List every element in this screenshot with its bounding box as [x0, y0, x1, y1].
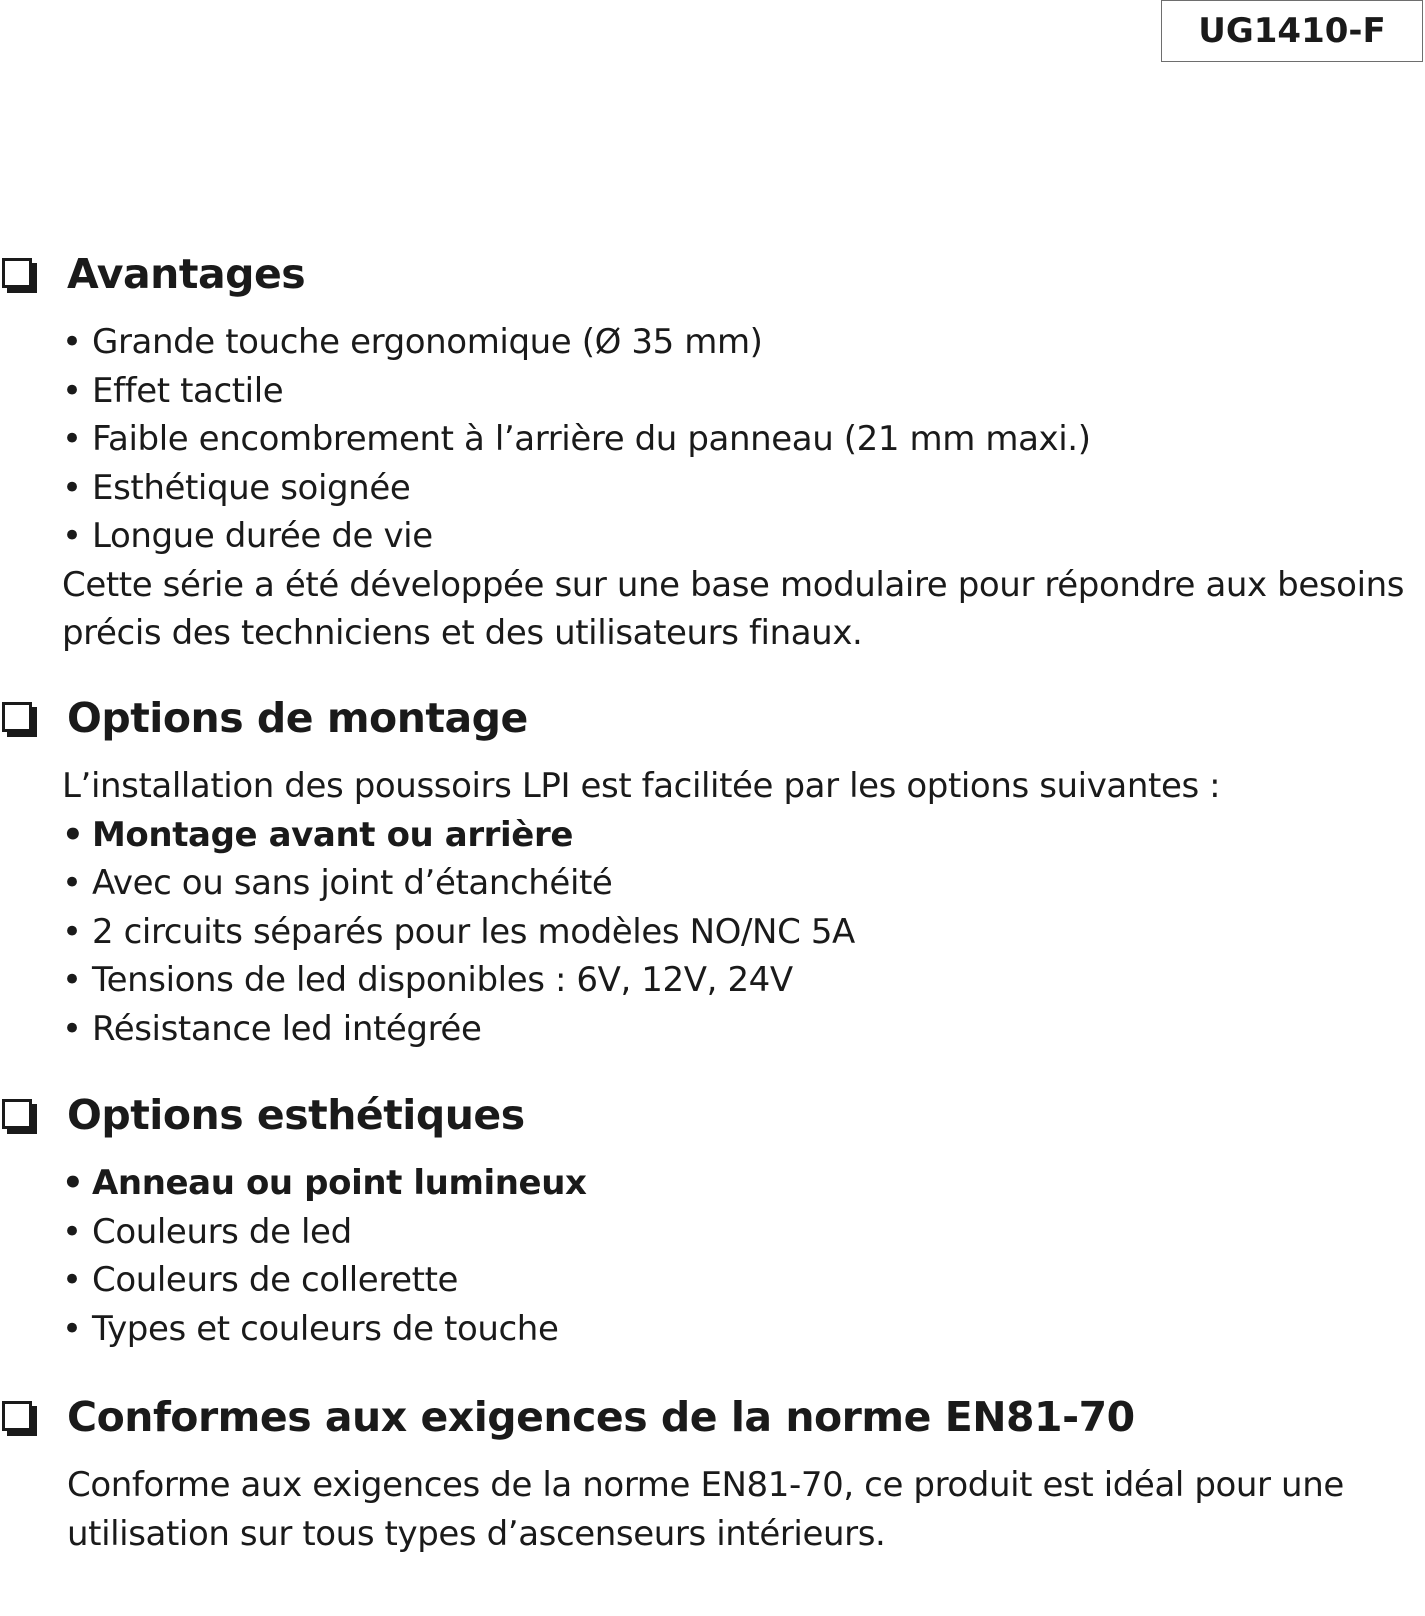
bullet-icon: • — [62, 419, 82, 459]
bullet-icon: • — [62, 467, 82, 508]
bullet-icon: • — [62, 516, 82, 556]
section-body — [67, 1461, 1344, 1558]
list-item: • Esthétique soignée — [62, 464, 1404, 513]
paragraph-line: utilisation sur tous types d’ascenseurs intérieurs. — [67, 1513, 886, 1554]
list-item: • Longue durée de vie — [62, 512, 1404, 561]
bullet-icon: • — [62, 1260, 82, 1300]
section-conformite-en81-70 — [0, 1389, 1425, 1554]
paragraph-line: Cette série a été développée sur une base modulaire pour répondre aux besoins — [62, 564, 1405, 605]
bullet-icon: • — [62, 863, 82, 903]
list-item: • Types et couleurs de touche — [62, 1305, 587, 1354]
checkbox-square-icon — [2, 1401, 32, 1431]
section-options-montage — [0, 690, 1425, 1049]
checkbox-square-icon — [2, 1099, 32, 1129]
bullet-icon: • — [62, 911, 82, 952]
section-avantages — [0, 246, 1425, 653]
paragraph-line: Conforme aux exigences de la norme EN81-70, ce produit est idéal pour une — [67, 1465, 1344, 1505]
list-item: • Effet tactile — [62, 367, 1404, 416]
section-header — [0, 1389, 1425, 1449]
list-item: • Résistance led intégrée — [62, 1005, 1220, 1054]
list-item: • 2 circuits séparés pour les modèles NO/NC 5A — [62, 908, 1220, 957]
section-title: Options de montage — [67, 694, 528, 742]
section-body — [62, 318, 1404, 658]
list-item: • Avec ou sans joint d’étanchéité — [62, 859, 1220, 908]
section-options-esthetiques — [0, 1087, 1425, 1349]
list-item: • Tensions de led disponibles : 6V, 12V, 24V — [62, 956, 1220, 1005]
bullet-icon: • — [62, 814, 84, 855]
bullet-icon: • — [62, 370, 82, 411]
list-item: • Faible encombrement à l’arrière du panneau (21 mm maxi.) — [62, 415, 1404, 464]
section-header — [0, 1087, 1425, 1147]
section-title: Conformes aux exigences de la norme EN81-70 — [67, 1393, 1135, 1441]
checkbox-square-icon — [2, 258, 32, 288]
list-item: • Montage avant ou arrière — [62, 811, 1220, 860]
list-item: • Anneau ou point lumineux — [62, 1159, 587, 1208]
section-title: Avantages — [67, 250, 306, 298]
bullet-icon: • — [62, 1308, 82, 1349]
section-title: Options esthétiques — [67, 1091, 525, 1139]
paragraph-line: précis des techniciens et des utilisateurs finaux. — [62, 613, 863, 653]
section-body — [62, 1159, 587, 1353]
bullet-icon: • — [62, 1163, 84, 1203]
bullet-icon: • — [62, 960, 82, 1000]
document-code-label: UG1410-F — [1161, 0, 1423, 62]
bullet-icon: • — [62, 1211, 82, 1252]
section-intro: L’installation des poussoirs LPI est facilitée par les options suivantes : — [62, 766, 1221, 806]
bullet-icon: • — [62, 322, 82, 362]
bullet-icon: • — [62, 1008, 82, 1049]
list-item: • Couleurs de led — [62, 1208, 587, 1257]
section-body — [62, 762, 1220, 1053]
list-item: • Grande touche ergonomique (Ø 35 mm) — [62, 318, 1404, 367]
section-header — [0, 246, 1425, 306]
list-item: • Couleurs de collerette — [62, 1256, 587, 1305]
checkbox-square-icon — [2, 702, 32, 732]
section-header — [0, 690, 1425, 750]
